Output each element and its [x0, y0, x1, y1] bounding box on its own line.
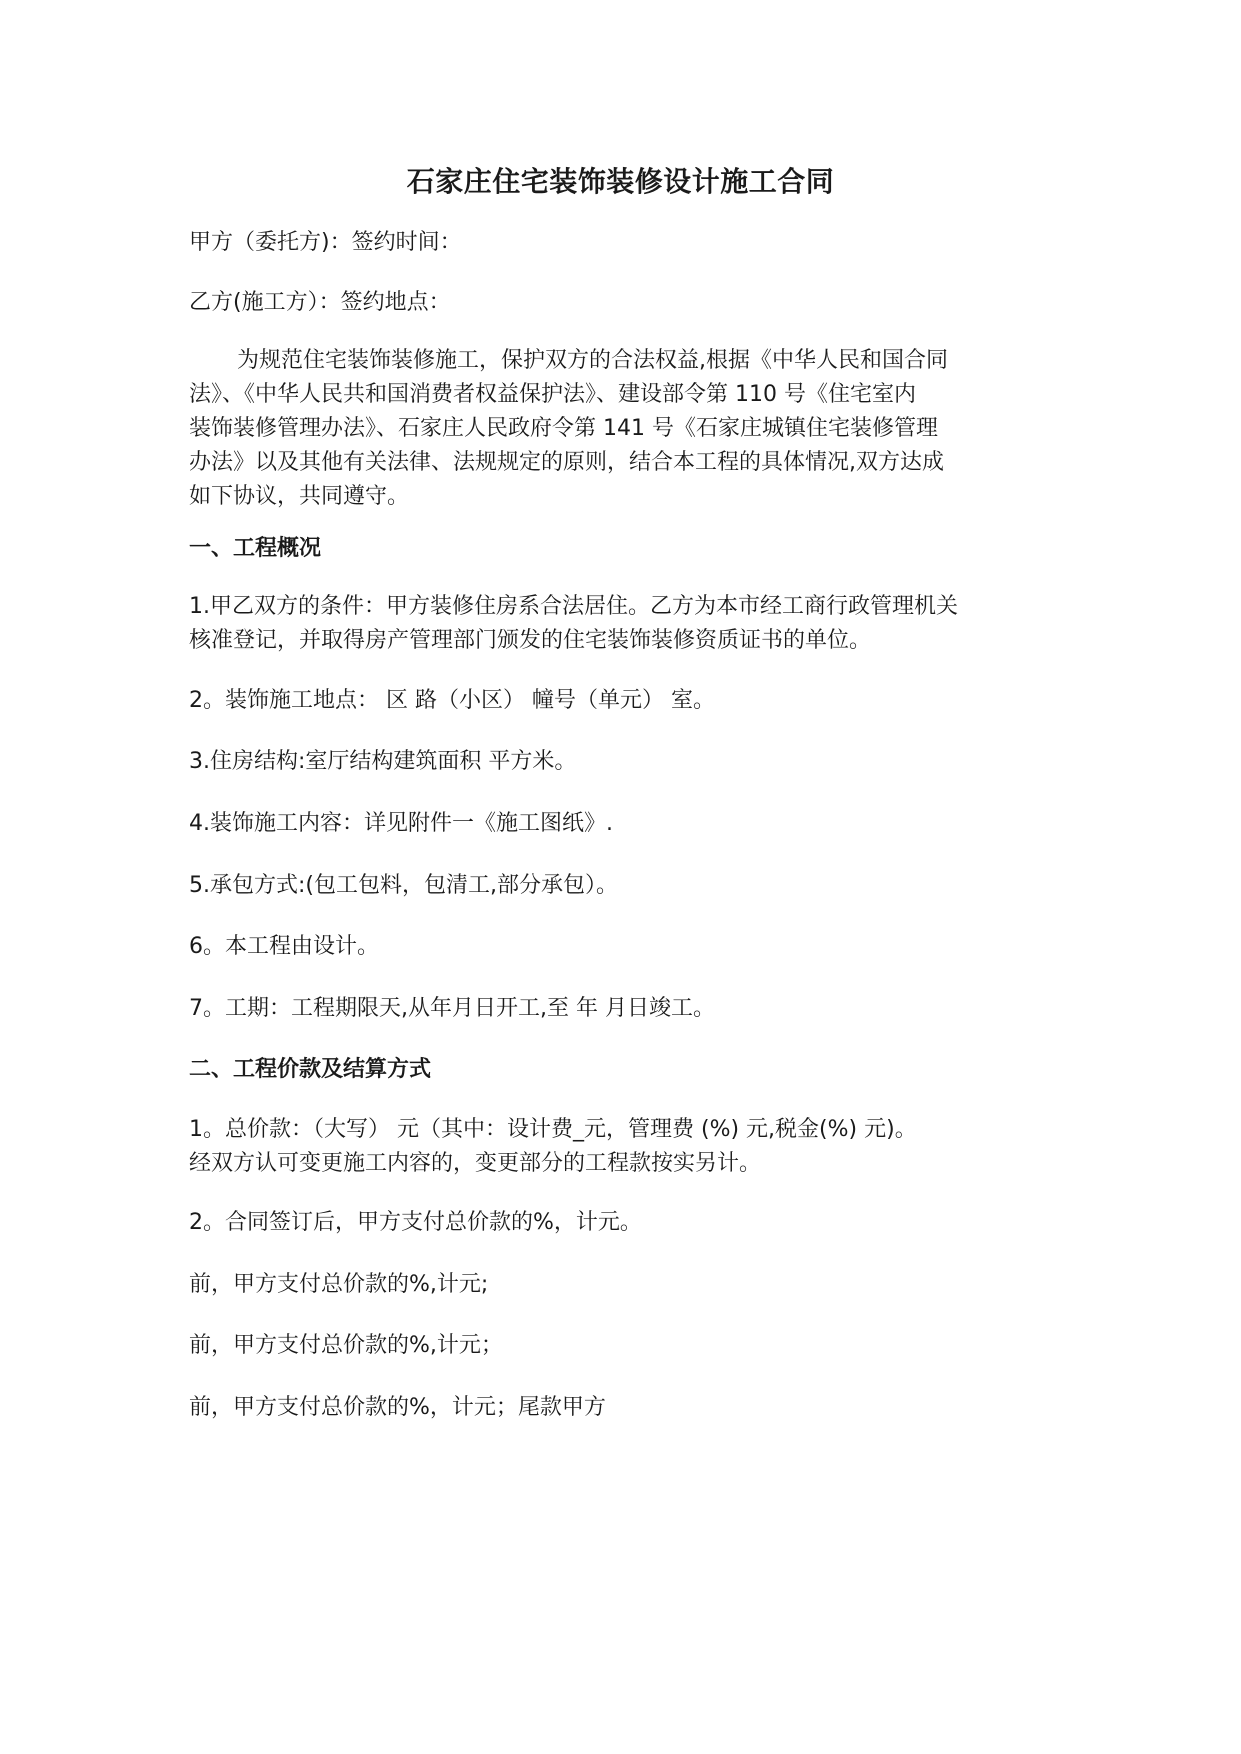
- section-2-item-2: 2。合同签订后，甲方支付总价款的%，计元。: [189, 1210, 642, 1235]
- section-1-item-3: 3.住房结构:室厅结构建筑面积 平方米。: [189, 749, 577, 774]
- item-line: 1。总价款：（大写） 元（其中：设计费_元，管理费 (%) 元,税金(%) 元)。: [189, 1117, 917, 1142]
- section-1-heading: 一、工程概况: [189, 536, 322, 561]
- section-1-item-6: 6。本工程由设计。: [189, 934, 379, 959]
- preamble-line: 为规范住宅装饰装修施工，保护双方的合法权益,根据《中华人民和国合同: [237, 348, 948, 373]
- item-line: 1.甲乙双方的条件：甲方装修住房系合法居住。乙方为本市经工商行政管理机关: [189, 594, 958, 619]
- section-2-heading: 二、工程价款及结算方式: [189, 1057, 432, 1082]
- preamble-line: 如下协议，共同遵守。: [189, 484, 410, 509]
- party-b-line: 乙方(施工方）：签约地点：: [189, 290, 451, 315]
- preamble-line: 办法》以及其他有关法律、法规规定的原则，结合本工程的具体情况,双方达成: [189, 450, 944, 475]
- section-1-item-4: 4.装饰施工内容：详见附件一《施工图纸》.: [189, 811, 613, 836]
- payment-line-2: 前，甲方支付总价款的%,计元；: [189, 1333, 503, 1358]
- payment-line-3: 前，甲方支付总价款的%，计元；尾款甲方: [189, 1395, 606, 1420]
- section-2-item-1: [189, 1113, 1059, 1181]
- document-title: 石家庄住宅装饰装修设计施工合同: [406, 165, 835, 198]
- payment-line-1: 前，甲方支付总价款的%,计元;: [189, 1272, 489, 1297]
- section-1-item-7: 7。工期：工程期限天,从年月日开工,至 年 月日竣工。: [189, 996, 715, 1021]
- preamble-line: 法》、《中华人民共和国消费者权益保护法》、建设部令第 110 号《住宅室内: [189, 382, 916, 407]
- party-a-line: 甲方（委托方)：签约时间：: [189, 230, 462, 255]
- section-1-item-1: [189, 590, 1059, 658]
- preamble-paragraph: [189, 344, 1059, 514]
- preamble-line: 装饰装修管理办法》、石家庄人民政府令第 141 号《石家庄城镇住宅装修管理: [189, 416, 938, 441]
- item-line: 核准登记，并取得房产管理部门颁发的住宅装饰装修资质证书的单位。: [189, 628, 872, 653]
- section-1-item-5: 5.承包方式:(包工包料，包清工,部分承包）。: [189, 873, 618, 898]
- section-1-item-2: 2。装饰施工地点： 区 路（小区） 幢号（单元） 室。: [189, 688, 715, 713]
- item-line: 经双方认可变更施工内容的，变更部分的工程款按实另计。: [189, 1151, 762, 1176]
